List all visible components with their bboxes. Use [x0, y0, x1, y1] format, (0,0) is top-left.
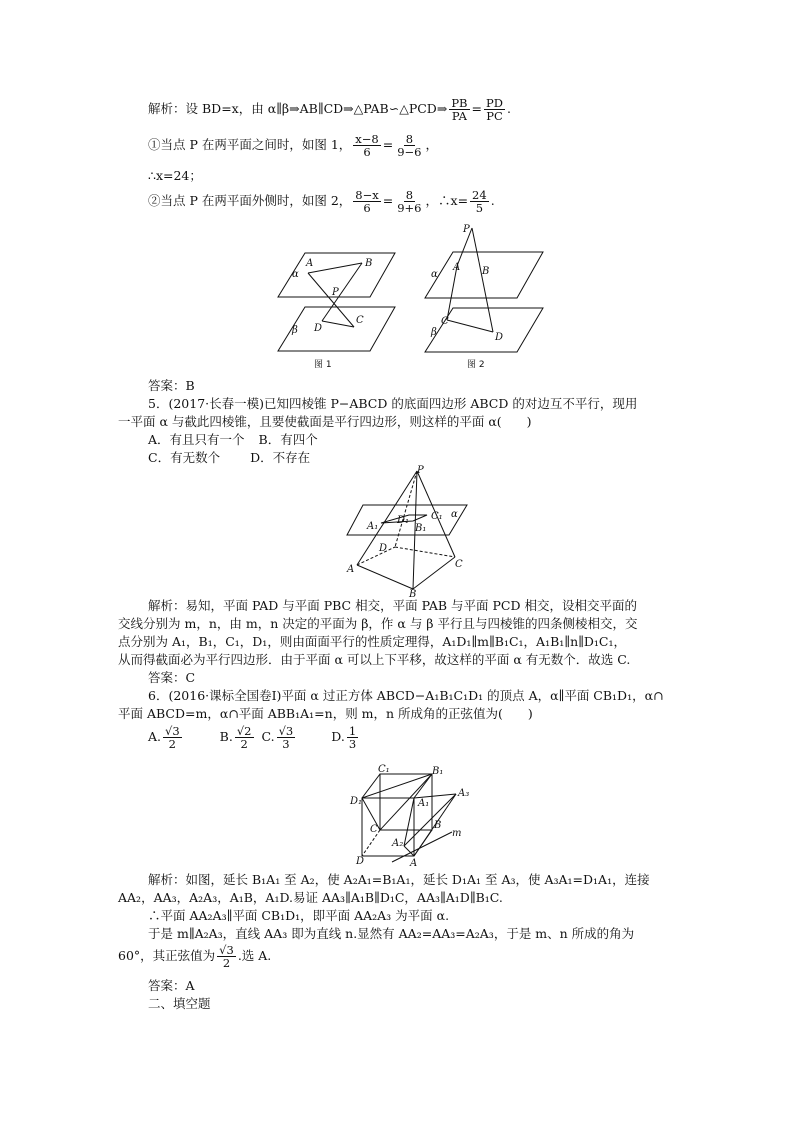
label-B: B — [409, 589, 417, 600]
fraction: $\frac{8}{9-6}$ — [397, 132, 422, 159]
label-C: C — [356, 315, 364, 326]
option-b: B．有四个 — [258, 432, 318, 447]
fraction: $\frac{√3}{2}$ — [219, 943, 234, 970]
q5-options-row1 — [148, 432, 318, 448]
label-D: D — [379, 543, 388, 554]
label-alpha: α — [451, 509, 458, 520]
answer-q4: 答案：B — [148, 378, 195, 393]
q6-sol-line3: ∴平面 AA₂A₃∥平面 CB₁D₁，即平面 AA₂A₃ 为平面 α. — [148, 908, 450, 923]
label-alpha: α — [292, 269, 299, 280]
label-C1: C₁ — [378, 764, 390, 775]
q5-sol-line3: 点分别为 A₁，B₁，C₁，D₁，则由面面平行的性质定理得，A₁D₁∥m∥B₁C₁，A₁B₁∥n∥D₁C₁， — [118, 634, 627, 649]
q5-sol-line1: 解析：易知，平面 PAD 与平面 PBC 相交，平面 PAB 与平面 PCD 相交，设相交平面的 — [148, 598, 637, 613]
sol4-line4: ②当点 P 在两平面外侧时，如图 2， $\frac{8-x}{6}$ = $\frac{8}{9+6}$ ，∴x= $\frac{24}{5}$ . — [148, 188, 495, 215]
label-P: P — [463, 224, 470, 235]
label-B1: B₁ — [415, 523, 427, 534]
fraction: $\frac{8}{9+6}$ — [397, 188, 422, 215]
label-C: C — [370, 824, 378, 835]
label-A: A — [410, 858, 418, 869]
figure-2 — [415, 222, 545, 377]
q5-sol-line2: 交线分别为 m，n，由 m，n 决定的平面为 β，作 α 与 β 平行且与四棱锥的四条侧棱相交，交 — [118, 616, 638, 631]
option-a: A. $\frac{√3}{2}$ — [148, 724, 180, 751]
label-B: B — [434, 820, 442, 831]
label-A1: A₁ — [418, 798, 430, 809]
q6-sol-line5: 60°，其正弦值为 $\frac{√3}{2}$ .选 A. — [118, 943, 272, 970]
sol4-line2: ①当点 P 在两平面之间时，如图 1， $\frac{x-8}{6}$ = $\frac{8}{9-6}$ ， — [148, 132, 439, 159]
caption-fig1: 图 1 — [314, 360, 332, 370]
sol4-line1: 解析：设 BD=x，由 α∥β⇒AB∥CD⇒△PAB∽△PCD⇒ $\frac{PB}{PA}$ = $\frac{PD}{PC}$ . — [148, 96, 511, 123]
fraction: $\frac{PB}{PA}$ — [451, 96, 468, 123]
sol4-line3: ∴x=24； — [148, 168, 202, 183]
label-alpha: α — [431, 269, 438, 280]
label-A2: A₂ — [392, 838, 404, 849]
label-P: P — [417, 465, 424, 476]
label-B: B — [482, 266, 490, 277]
figure-pyramid — [345, 465, 475, 600]
label-B: B — [365, 258, 373, 269]
label-A3: A₃ — [458, 788, 470, 799]
label-C: C — [455, 559, 463, 570]
q6-sol-line2: AA₂，AA₃，A₂A₃，A₁B，A₁D.易证 AA₃∥A₁B∥D₁C，AA₃∥A₁D∥B₁C. — [118, 890, 503, 905]
fraction: $\frac{PD}{PC}$ — [486, 96, 503, 123]
q5-stem-line2: 一平面 α 与截此四棱锥，且要使截面是平行四边形，则这样的平面 α( ) — [118, 414, 532, 429]
option-c: C．有无数个 — [148, 450, 221, 465]
figure-cube — [348, 764, 478, 869]
fraction: $\frac{x-8}{6}$ — [355, 132, 379, 159]
figure-1 — [270, 235, 400, 375]
q6-sol-line1: 解析：如图，延长 B₁A₁ 至 A₂，使 A₂A₁=B₁A₁，延长 D₁A₁ 至 A₃，使 A₃A₁=D₁A₁，连接 — [148, 872, 650, 887]
fraction: $\frac{24}{5}$ — [472, 188, 487, 215]
label-beta: β — [431, 327, 437, 338]
label-D1: D₁ — [350, 796, 363, 807]
label-A: A — [306, 258, 314, 269]
solution-label: 解析： — [148, 101, 186, 116]
q6-sol-line4: 于是 m∥A₂A₃，直线 AA₃ 即为直线 n.显然有 AA₂=AA₃=A₂A₃，于是 m、n 所成的角为 — [148, 926, 635, 941]
answer-q5: 答案：C — [148, 670, 196, 685]
label-D: D — [356, 856, 365, 867]
label-D1: D₁ — [397, 515, 410, 526]
answer-q6: 答案：A — [148, 978, 195, 993]
q5-options-row2 — [148, 450, 310, 466]
q6-stem-line1: 6．(2016·课标全国卷Ⅰ)平面 α 过正方体 ABCD−A₁B₁C₁D₁ 的顶点 A，α∥平面 CB₁D₁，α∩ — [148, 688, 664, 703]
label-A1: A₁ — [367, 521, 379, 532]
label-C: C — [441, 316, 449, 327]
section-heading: 二、填空题 — [148, 996, 211, 1011]
q5-stem-line1: 5．(2017·长春一模)已知四棱锥 P−ABCD 的底面四边形 ABCD 的对边互不平行，现用 — [148, 396, 638, 411]
label-C1: C₁ — [431, 511, 443, 522]
label-D: D — [495, 332, 504, 343]
option-a: A．有且只有一个 — [148, 432, 245, 447]
q6-options — [148, 725, 360, 750]
fraction: $\frac{8-x}{6}$ — [355, 188, 379, 215]
label-B1: B₁ — [432, 766, 444, 777]
q5-sol-line4: 从而得截面必为平行四边形．由于平面 α 可以上下平移，故这样的平面 α 有无数个．故选 C. — [118, 652, 631, 667]
label-m: m — [452, 828, 462, 839]
option-d: D．不存在 — [250, 450, 311, 465]
caption-fig2: 图 2 — [467, 360, 485, 370]
option-d: D. $\frac{1}{3}$ — [331, 724, 357, 751]
option-b: B. $\frac{√2}{2}$ — [219, 724, 252, 751]
label-P: P — [332, 287, 339, 298]
label-D: D — [314, 323, 323, 334]
label-beta: β — [292, 325, 298, 336]
label-A: A — [347, 564, 355, 575]
option-c: C. $\frac{√3}{3}$ — [261, 724, 294, 751]
q6-stem-line2: 平面 ABCD=m，α∩平面 ABB₁A₁=n，则 m，n 所成角的正弦值为( ) — [118, 706, 533, 721]
label-A: A — [453, 262, 461, 273]
